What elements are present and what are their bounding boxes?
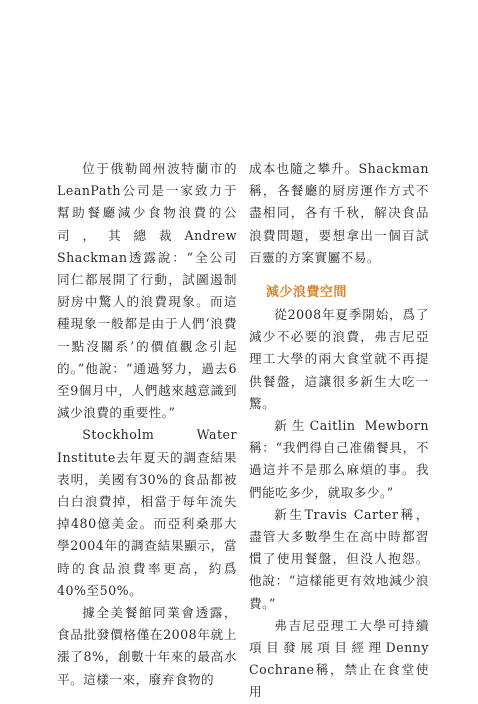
paragraph-travis-quote: 新生Travis Carter稱，盡管大多數學生在高中時都習慣了使用餐盤，但没人抱怨。他說：“這樣能更有效地減少浪費。” [249,506,429,611]
paragraph-denny-cochrane: 弗吉尼亞理工大學可持續項目發展項目經理Denny Cochrane稱，禁止在食堂使用 [249,617,429,700]
paragraph-leanpath: 位于俄勒岡州波特蘭市的LeanPath公司是一家致力于幫助餐廳減少食物浪費的公司，其總裁Andrew Shackman透露說：“全公司同仁都展開了行動，試圖遏制厨房中驚人的浪費現象。而這種現象一般都是由于人們‘浪費一點沒關系’的價值觀念引起的。”他說：“通過努力，過去6至9個月中，人們越來越意識到減少浪費的重要性。” [57,161,237,421]
paragraph-stockholm-survey: Stockholm Water Institute去年夏天的調查結果表明，美國有30%的食品都被白白浪費掉，相當于每年流失掉480億美金。而亞利桑那大學2004年的調查結果顯示，當時的食品浪費率更高，約爲40%至50%。 [57,427,237,598]
paragraph-restaurant-association: 據全美餐館同業會透露，食品批發價格僅在2008年就上漲了8%，創數十年來的最高水平。這樣一來，廢弃食物的 [57,605,237,687]
section-heading: 減少浪費空間 [265,285,347,301]
left-column [57,158,237,691]
paragraph-continued: 成本也隨之攀升。Shackman稱，各餐廳的厨房運作方式不盡相同，各有千秋，解决食品浪費問題，要想拿出一個百試百靈的方案實屬不易。 [249,161,429,265]
right-column [249,158,429,704]
paragraph-caitlin-quote: 新生Caitlin Mewborn稱：“我們得自己准備餐具，不過這并不是那么麻煩的事。我們能吃多少，就取多少。” [249,418,429,500]
paragraph-virginia-tech: 從2008年夏季開始，爲了減少不必要的浪費，弗吉尼亞理工大學的兩大食堂就不再提供餐盤，這讓很多新生大吃一驚。 [249,307,429,411]
